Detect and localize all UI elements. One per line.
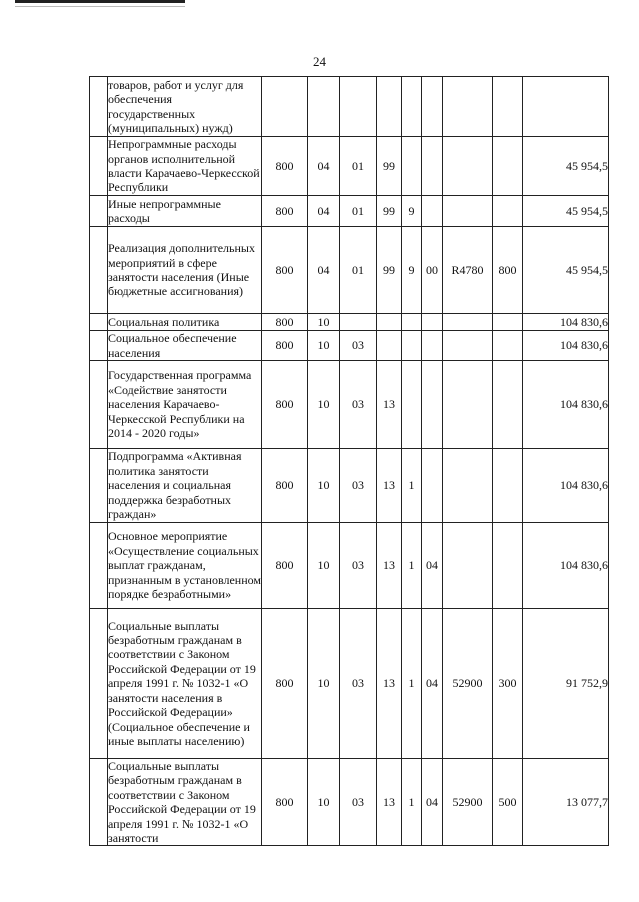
table-row (90, 77, 609, 137)
cell-pr: 03 (340, 361, 377, 449)
cell-p4 (443, 77, 493, 137)
row-blank-cell (90, 759, 108, 846)
table-row (90, 609, 609, 759)
table-row (90, 759, 609, 846)
row-blank-cell (90, 331, 108, 361)
cell-p2 (402, 361, 422, 449)
cell-p4 (443, 137, 493, 196)
cell-name: Иные непрограммные расходы (108, 196, 262, 227)
table-row (90, 314, 609, 331)
cell-p4: 52900 (443, 609, 493, 759)
cell-p3 (422, 196, 443, 227)
table-row (90, 227, 609, 314)
scan-edge-line (15, 0, 185, 3)
cell-gp: 800 (262, 196, 308, 227)
cell-pr: 03 (340, 759, 377, 846)
cell-vr (493, 314, 523, 331)
cell-pr: 03 (340, 523, 377, 609)
cell-p1: 99 (377, 196, 402, 227)
cell-p3: 04 (422, 609, 443, 759)
row-blank-cell (90, 77, 108, 137)
cell-p2: 9 (402, 227, 422, 314)
cell-sum: 104 830,6 (523, 331, 609, 361)
cell-rz: 10 (308, 523, 340, 609)
cell-p2 (402, 137, 422, 196)
row-blank-cell (90, 314, 108, 331)
cell-gp: 800 (262, 361, 308, 449)
cell-p4 (443, 523, 493, 609)
cell-name: Социальная политика (108, 314, 262, 331)
cell-p1: 99 (377, 137, 402, 196)
table-row (90, 196, 609, 227)
cell-pr (340, 314, 377, 331)
cell-pr: 01 (340, 227, 377, 314)
cell-p4: 52900 (443, 759, 493, 846)
cell-rz: 04 (308, 137, 340, 196)
table-row (90, 523, 609, 609)
cell-pr: 01 (340, 196, 377, 227)
cell-p2: 1 (402, 609, 422, 759)
cell-rz (308, 77, 340, 137)
cell-p4: R4780 (443, 227, 493, 314)
cell-vr (493, 196, 523, 227)
cell-gp: 800 (262, 609, 308, 759)
row-blank-cell (90, 361, 108, 449)
cell-pr (340, 77, 377, 137)
cell-vr: 300 (493, 609, 523, 759)
cell-pr: 01 (340, 137, 377, 196)
cell-name: Социальное обеспечение населения (108, 331, 262, 361)
cell-name: Подпрограмма «Активная политика занятости населения и социальная поддержка безработных граждан» (108, 449, 262, 523)
cell-p3 (422, 77, 443, 137)
cell-p2 (402, 314, 422, 331)
cell-p2 (402, 331, 422, 361)
cell-gp: 800 (262, 449, 308, 523)
cell-p1: 13 (377, 523, 402, 609)
cell-sum: 13 077,7 (523, 759, 609, 846)
page-number: 24 (313, 54, 326, 69)
cell-sum (523, 77, 609, 137)
cell-sum: 104 830,6 (523, 361, 609, 449)
cell-gp: 800 (262, 331, 308, 361)
row-blank-cell (90, 449, 108, 523)
cell-name: Государственная программа «Содействие занятости населения Карачаево-Черкесской Республики на 2014 - 2020 годы» (108, 361, 262, 449)
cell-p1 (377, 331, 402, 361)
cell-sum: 104 830,6 (523, 314, 609, 331)
cell-name: Социальные выплаты безработным гражданам в соответствии с Законом Российской Федерации от 19 апреля 1991 г. № 1032-1 «О занятости (108, 759, 262, 846)
cell-p3 (422, 314, 443, 331)
cell-p3 (422, 137, 443, 196)
table-row (90, 449, 609, 523)
cell-rz: 10 (308, 314, 340, 331)
cell-gp: 800 (262, 137, 308, 196)
budget-table-body (90, 77, 609, 846)
cell-p1 (377, 314, 402, 331)
cell-p3 (422, 361, 443, 449)
cell-p1: 13 (377, 449, 402, 523)
cell-vr (493, 361, 523, 449)
cell-p2: 1 (402, 449, 422, 523)
cell-p1: 99 (377, 227, 402, 314)
cell-name: Непрограммные расходы органов исполнительной власти Карачаево-Черкесской Республики (108, 137, 260, 195)
cell-rz: 10 (308, 331, 340, 361)
cell-gp: 800 (262, 523, 308, 609)
scan-edge-line-faint (15, 6, 185, 7)
cell-rz: 10 (308, 361, 340, 449)
cell-rz: 10 (308, 609, 340, 759)
cell-sum: 45 954,5 (523, 137, 609, 196)
row-blank-cell (90, 196, 108, 227)
cell-sum: 104 830,6 (523, 449, 609, 523)
cell-p3: 04 (422, 523, 443, 609)
cell-vr (493, 331, 523, 361)
table-row (90, 137, 609, 196)
cell-vr (493, 449, 523, 523)
row-blank-cell (90, 523, 108, 609)
cell-rz: 10 (308, 449, 340, 523)
budget-table (89, 76, 609, 846)
cell-name: товаров, работ и услуг для обеспечения государственных (муниципальных) нужд) (108, 77, 262, 137)
cell-name: Социальные выплаты безработным гражданам в соответствии с Законом Российской Федерации от 19 апреля 1991 г. № 1032-1 «О занятости населения в Российской Федерации» (Социальное обеспечение и иные выплаты населению) (108, 609, 262, 759)
cell-p2: 1 (402, 759, 422, 846)
cell-p4 (443, 196, 493, 227)
table-row (90, 361, 609, 449)
cell-p3 (422, 449, 443, 523)
cell-gp (262, 77, 308, 137)
cell-p2: 1 (402, 523, 422, 609)
table-row (90, 331, 609, 361)
cell-p1 (377, 77, 402, 137)
cell-name: Основное мероприятие «Осуществление социальных выплат гражданам, признанным в установленном порядке безработными» (108, 523, 262, 609)
cell-p4 (443, 449, 493, 523)
row-blank-cell (90, 609, 108, 759)
cell-p3: 04 (422, 759, 443, 846)
cell-gp: 800 (262, 227, 308, 314)
cell-p1: 13 (377, 609, 402, 759)
cell-pr: 03 (340, 609, 377, 759)
cell-vr: 800 (493, 227, 523, 314)
cell-p4 (443, 314, 493, 331)
row-blank-cell (90, 137, 108, 196)
cell-rz: 04 (308, 227, 340, 314)
cell-p2 (402, 77, 422, 137)
cell-p3 (422, 331, 443, 361)
cell-gp: 800 (262, 314, 308, 331)
cell-vr (493, 523, 523, 609)
cell-rz: 04 (308, 196, 340, 227)
cell-pr: 03 (340, 449, 377, 523)
cell-rz: 10 (308, 759, 340, 846)
row-blank-cell (90, 227, 108, 314)
cell-sum: 91 752,9 (523, 609, 609, 759)
cell-sum: 45 954,5 (523, 227, 609, 314)
cell-gp: 800 (262, 759, 308, 846)
cell-pr: 03 (340, 331, 377, 361)
cell-sum: 45 954,5 (523, 196, 609, 227)
cell-vr: 500 (493, 759, 523, 846)
cell-vr (493, 137, 523, 196)
cell-p4 (443, 361, 493, 449)
cell-p1: 13 (377, 759, 402, 846)
cell-p3: 00 (422, 227, 443, 314)
cell-vr (493, 77, 523, 137)
cell-p1: 13 (377, 361, 402, 449)
cell-p4 (443, 331, 493, 361)
cell-sum: 104 830,6 (523, 523, 609, 609)
cell-name: Реализация дополнительных мероприятий в сфере занятости населения (Иные бюджетные ассигнования) (108, 227, 262, 314)
cell-p2: 9 (402, 196, 422, 227)
